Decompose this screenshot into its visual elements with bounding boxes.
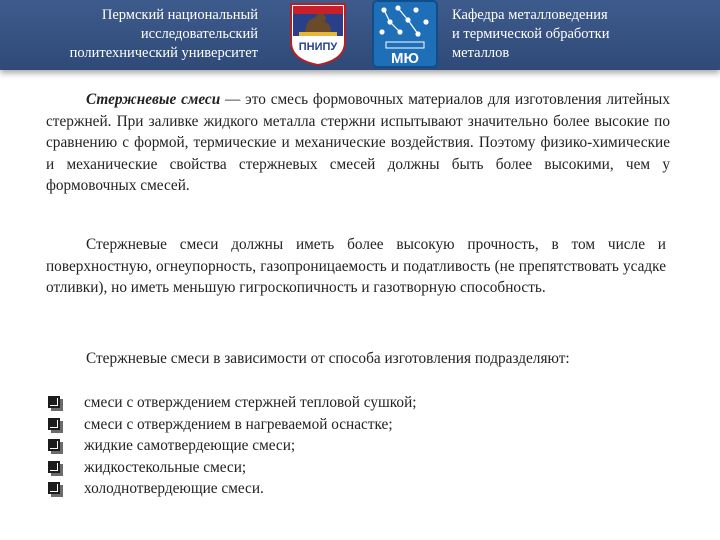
list-item: [48, 457, 417, 479]
square-bullet-icon: [48, 418, 60, 430]
list-item-text: жидкостекольные смеси;: [84, 458, 247, 476]
requirements-paragraph: Стержневые смеси должны иметь более высокую прочность, в том числе и поверхностную, огнеупорность, газопроницаемость и податливость (не препятствовать усадке отливки), но иметь меньшую гигроскопичность и газотворную способность.: [46, 236, 666, 297]
header-bar: [0, 0, 720, 70]
department-line-2: и термической обработки: [452, 26, 610, 42]
list-item: [48, 478, 417, 500]
list-item-text: холоднотвердеющие смеси.: [84, 480, 264, 498]
list-item: [48, 392, 417, 414]
square-bullet-icon: [48, 461, 60, 473]
square-bullet-icon: [48, 396, 60, 408]
term-core-mixtures: Стержневые смеси: [86, 91, 221, 108]
definition-paragraph: [46, 89, 670, 197]
department-line-3: металлов: [452, 45, 510, 61]
university-line-2: исследовательский: [140, 26, 258, 42]
definition-text: — это смесь формовочных материалов для изготовления литейных стержней. При заливке жидкого металла стержни испытывают значительно более высокие по сравнению с формой, термические и механические воздействия. Поэтому физико-химические и механические свойства стержневых смесей должны быть более высокими, чем у формовочных смесей.: [46, 91, 670, 195]
university-line-1: Пермский национальный: [101, 7, 258, 23]
university-name: [0, 6, 258, 63]
list-item-text: смеси с отверждением стержней тепловой сушкой;: [84, 394, 417, 411]
pnipu-logo: [287, 2, 349, 66]
list-item-text: жидкие самотвердеющие смеси;: [84, 437, 296, 455]
department-name: [452, 6, 712, 63]
logo2-label: МЮ: [391, 50, 419, 67]
classification-intro: Стержневые смеси в зависимости от способа изготовления подразделяют:: [86, 350, 570, 367]
square-bullet-icon: [48, 439, 60, 451]
university-line-3: политехнический университет: [69, 45, 258, 61]
mio-logo: [372, 0, 438, 68]
logo1-label: ПНИПУ: [298, 41, 338, 53]
list-item: [48, 414, 417, 436]
square-bullet-icon: [48, 482, 60, 494]
list-item-text: смеси с отверждением в нагреваемой оснастке;: [84, 415, 393, 433]
list-item: [48, 435, 417, 457]
mixture-types-list: [48, 392, 417, 500]
department-line-1: Кафедра металловедения: [452, 7, 608, 23]
